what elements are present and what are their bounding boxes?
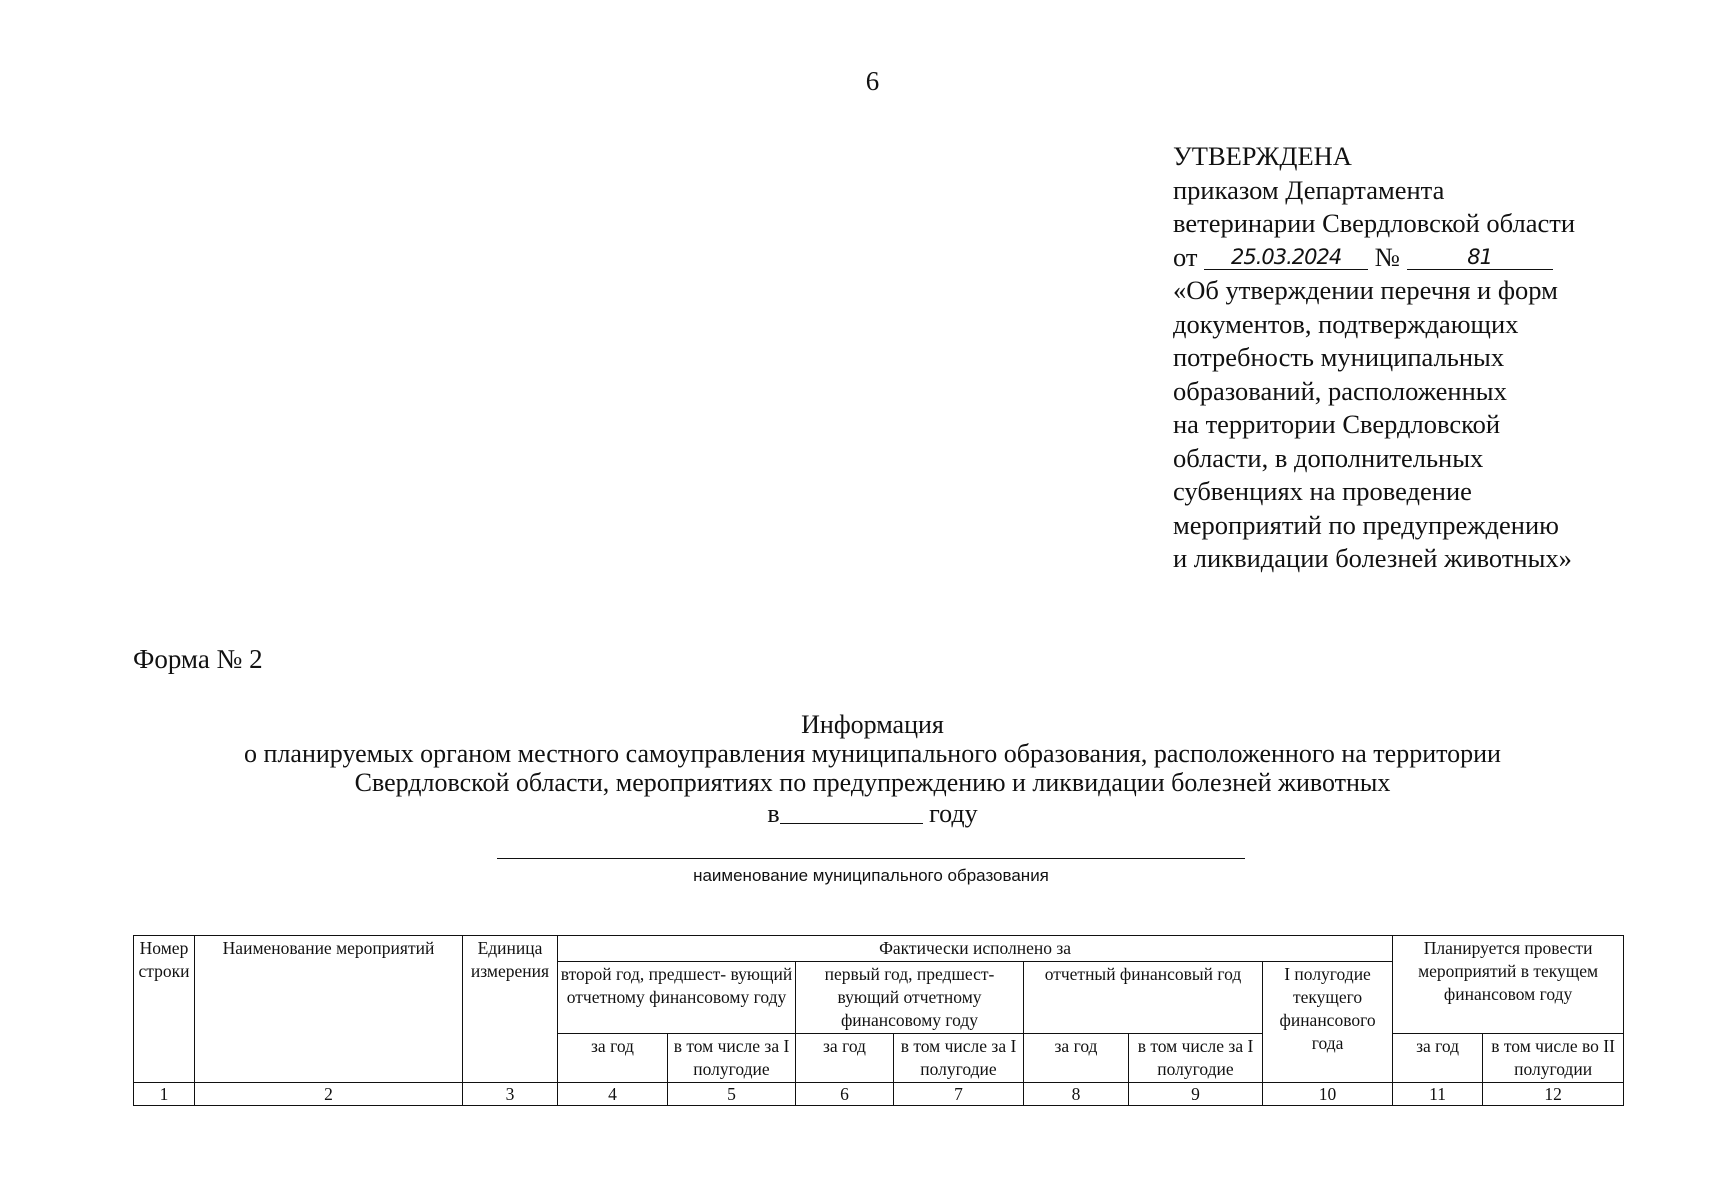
date-prefix: от xyxy=(1173,241,1198,272)
column-number: 8 xyxy=(1024,1083,1129,1106)
events-table xyxy=(133,935,1624,1106)
number-prefix: № xyxy=(1374,241,1401,272)
column-number: 4 xyxy=(558,1083,668,1106)
approval-title-8: мероприятий по предупреждению xyxy=(1173,509,1559,540)
approval-title-2: документов, подтверждающих xyxy=(1173,308,1519,339)
municipality-caption: наименование муниципального образования xyxy=(693,866,1049,885)
header-half-year: I полугодие текущего финансового года xyxy=(1263,962,1393,1083)
column-number: 6 xyxy=(796,1083,894,1106)
column-number: 9 xyxy=(1129,1083,1263,1106)
header-planned-group: Планируется провести мероприятий в текущем финансовом году xyxy=(1393,936,1624,1034)
approval-title-3: потребность муниципальных xyxy=(1173,342,1505,372)
header-for-year-4: за год xyxy=(1393,1034,1483,1083)
header-second-year: второй год, предшест- вующий отчетному финансовому году xyxy=(558,962,796,1034)
column-number: 11 xyxy=(1393,1083,1483,1106)
header-row-number: Номер строки xyxy=(134,936,195,1083)
approval-line-1: приказом Департамента xyxy=(1173,174,1445,205)
header-first-year: первый год, предшест- вующий отчетному финансовому году xyxy=(796,962,1024,1034)
approval-title-9: и ликвидации болезней животных» xyxy=(1173,543,1572,573)
header-incl-first-half-2: в том числе за I полугодие xyxy=(894,1034,1024,1083)
year-blank xyxy=(780,801,923,824)
column-number: 3 xyxy=(463,1083,558,1106)
info-heading: Информация xyxy=(801,710,944,739)
header-for-year-2: за год xyxy=(796,1034,894,1083)
approval-date-line xyxy=(1173,241,1703,275)
handwritten-number: 81 xyxy=(1407,245,1553,270)
year-prefix: в xyxy=(767,799,780,828)
year-line xyxy=(0,799,1711,829)
column-number: 12 xyxy=(1483,1083,1624,1106)
column-number: 2 xyxy=(195,1083,463,1106)
column-number: 5 xyxy=(668,1083,796,1106)
header-actual-group: Фактически исполнено за xyxy=(558,936,1393,962)
header-for-year-3: за год xyxy=(1024,1034,1129,1083)
column-number: 1 xyxy=(134,1083,195,1106)
info-title xyxy=(0,710,1711,797)
column-number-row xyxy=(134,1083,1624,1106)
column-number: 7 xyxy=(894,1083,1024,1106)
header-incl-second-half: в том числе во II полугодии xyxy=(1483,1034,1624,1083)
approval-title-1: «Об утверждении перечня и форм xyxy=(1173,275,1558,305)
header-event-name: Наименование мероприятий xyxy=(195,936,463,1083)
approval-title-4: образований, расположенных xyxy=(1173,375,1507,406)
page-number: 6 xyxy=(865,66,880,96)
info-line-2: Свердловской области, мероприятиях по предупреждению и ликвидации болезней животных xyxy=(354,768,1391,797)
form-label: Форма № 2 xyxy=(133,644,263,674)
year-suffix: году xyxy=(929,799,978,828)
header-incl-first-half-1: в том числе за I полугодие xyxy=(668,1034,796,1083)
header-for-year-1: за год xyxy=(558,1034,668,1083)
approval-line-2: ветеринарии Свердловской области xyxy=(1173,208,1576,238)
handwritten-date: 25.03.2024 xyxy=(1204,245,1368,270)
column-number: 10 xyxy=(1263,1083,1393,1106)
header-report-year: отчетный финансовый год xyxy=(1024,962,1263,1034)
header-unit: Единица измерения xyxy=(463,936,558,1083)
approval-heading: УТВЕРЖДЕНА xyxy=(1173,141,1352,171)
approval-title-5: на территории Свердловской xyxy=(1173,409,1501,439)
municipality-rule xyxy=(497,858,1245,859)
header-incl-first-half-3: в том числе за I полугодие xyxy=(1129,1034,1263,1083)
info-line-1: о планируемых органом местного самоуправления муниципального образования, расположенного на территории xyxy=(244,739,1501,768)
approval-block xyxy=(1173,140,1703,576)
approval-title-6: области, в дополнительных xyxy=(1173,442,1484,473)
approval-title-7: субвенциях на проведение xyxy=(1173,476,1472,506)
